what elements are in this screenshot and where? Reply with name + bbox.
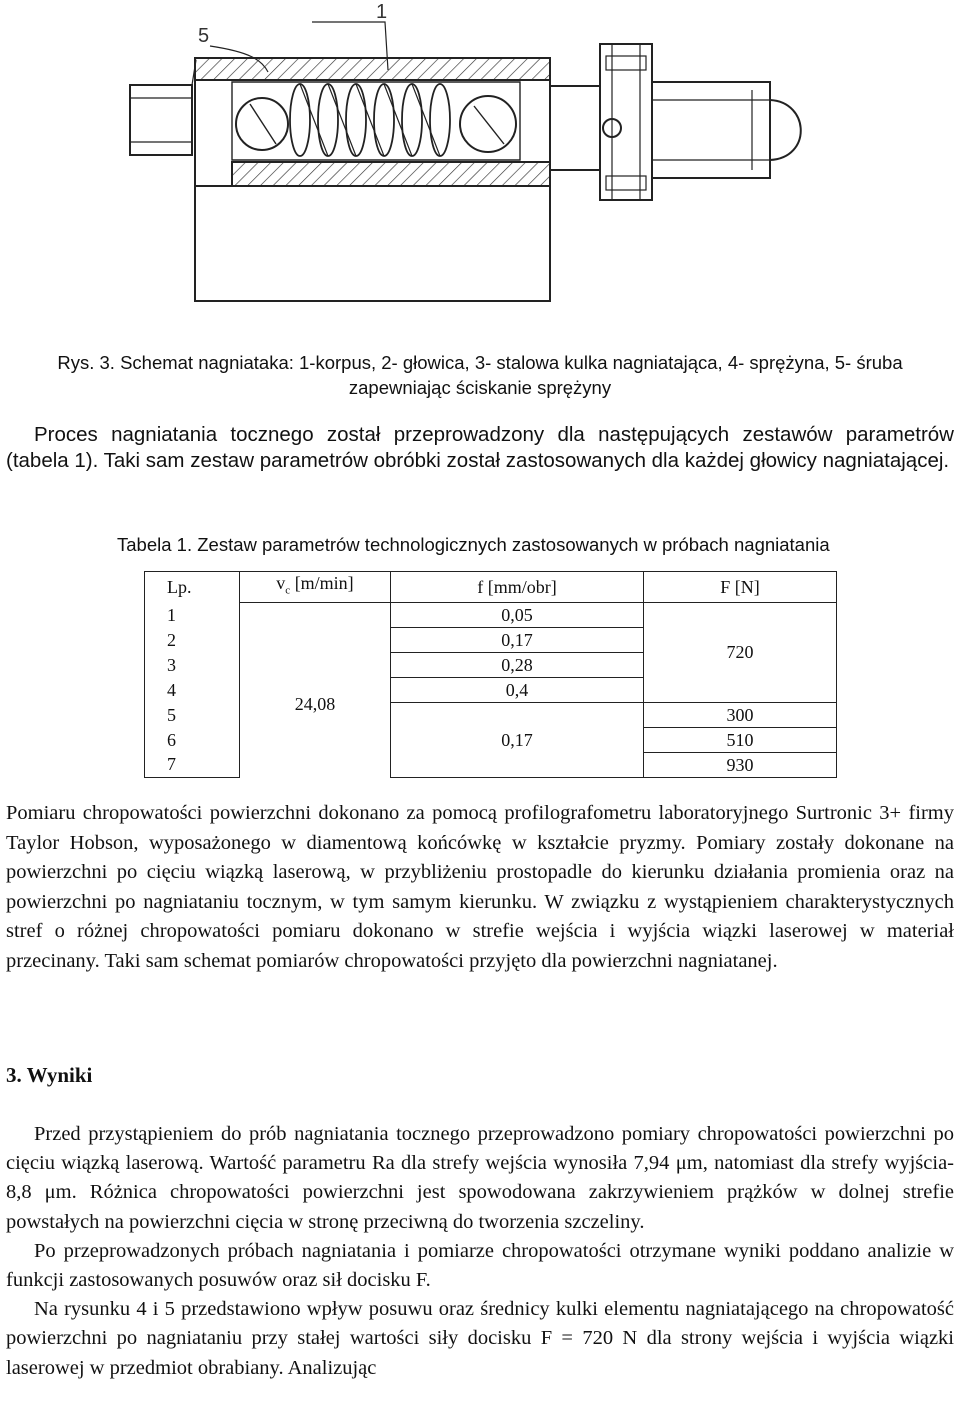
cell-lp: 1 [145,602,240,627]
figure-caption-line1: Rys. 3. Schemat nagniataka: 1-korpus, 2- głowica, 3- stalowa kulka nagniatająca, 4- sprężyna, 5- śruba [57,352,903,373]
parameters-table [144,571,837,778]
cell-F: 510 [644,727,837,752]
results-paragraph-1: Przed przystąpieniem do prób nagniatania tocznego przeprowadzono pomiary chropowatości powierzchni po cięciu wiązką laserową. Wartość parametru Ra dla strefy wejścia wynosiła 7,94 μm, natomiast dla strefy wyjścia- 8,8 μm. Różnica chropowatości powierzchni jest spowodowana zakrzywieniem prążków w dolnej strefie powstałych na powierzchni cięcia w stronę przeciwną do tworzenia szczeliny. [6,1123,954,1233]
cell-lp: 6 [145,727,240,752]
table-caption: Tabela 1. Zestaw parametrów technologicznych zastosowanych w próbach nagniatania [117,534,830,555]
cell-F: 300 [644,702,837,727]
callout-5-label: 5 [198,25,210,47]
cell-lp: 2 [145,627,240,652]
table-row [145,602,837,627]
intro-paragraph: Proces nagniatania tocznego został przeprowadzony dla następujących zestawów parametrów (tabela 1). Taki sam zestaw parametrów obróbki został zastosowanych dla każdej głowicy nagniatającej. [6,423,954,472]
figure-caption-line2: zapewniając ściskanie sprężyny [348,377,612,398]
cell-F: 930 [644,752,837,777]
header-f: f [mm/obr] [391,572,644,603]
body-top-wall-hatch [195,58,550,80]
bore-plug-left [236,98,288,150]
cell-vc: 24,08 [240,602,391,777]
cell-f: 0,05 [391,602,644,627]
section-heading: 3. Wyniki [6,1063,93,1087]
cell-f: 0,28 [391,652,644,677]
cell-f: 0,17 [391,702,644,777]
results-paragraph-2: Po przeprowadzonych próbach nagniatania i pomiarze chropowatości otrzymane wyniki poddano analizie w funkcji zastosowanych posuwów oraz sił docisku F. [6,1239,954,1292]
cell-lp: 4 [145,677,240,702]
intro-paragraph-block [6,422,954,474]
cell-lp: 3 [145,652,240,677]
body-bore-wall-hatch [232,162,550,186]
measurement-paragraph-block [6,799,954,976]
measurement-paragraph: Pomiaru chropowatości powierzchni dokonano za pomocą profilografometru laboratoryjnego Surtronic 3+ firmy Taylor Hobson, wyposażonego w diamentową końcówkę w kształcie pryzmy. Pomiary zostały dokonane na powierzchni po cięciu wiązką laserową, w przybliżeniu prostopadle do kierunku działania promienia oraz na powierzchni po nagniataniu tocznym, w tym samym kierunku. W związku z wystąpieniem charakterystycznych stref o różnej chropowatości pomiaru dokonano w strefie wejścia i wyjścia wiązki laserowej w materiał przecinany. Taki sam schemat pomiarów chropowatości przyjęto dla powierzchni nagniatanej. [6,802,954,972]
cell-f: 0,4 [391,677,644,702]
cell-lp: 5 [145,702,240,727]
cell-lp: 7 [145,752,240,777]
spring [290,84,450,156]
results-section [6,1120,954,1383]
steel-ball [770,100,801,160]
figure-caption [0,350,960,400]
table-header-row [145,572,837,603]
header-vc: $v_c$ [m/min] [240,572,391,603]
burnishing-tool-drawing [0,0,960,340]
callout-1-label: 1 [376,1,388,23]
header-lp: Lp. [145,572,240,603]
screw-body [130,85,192,155]
results-paragraph-3: Na rysunku 4 i 5 przedstawiono wpływ posuwu oraz średnicy kulki elementu nagniatającego na chropowatość powierzchni po nagniataniu przy stałej wartości siły docisku F = 720 N dla strony wejścia i wyjścia wiązki laserowej w przedmiot obrabiany. Analizując [6,1298,954,1379]
cell-f: 0,17 [391,627,644,652]
cell-F: 720 [644,602,837,702]
header-F: F [N] [644,572,837,603]
head-flange [600,44,652,200]
